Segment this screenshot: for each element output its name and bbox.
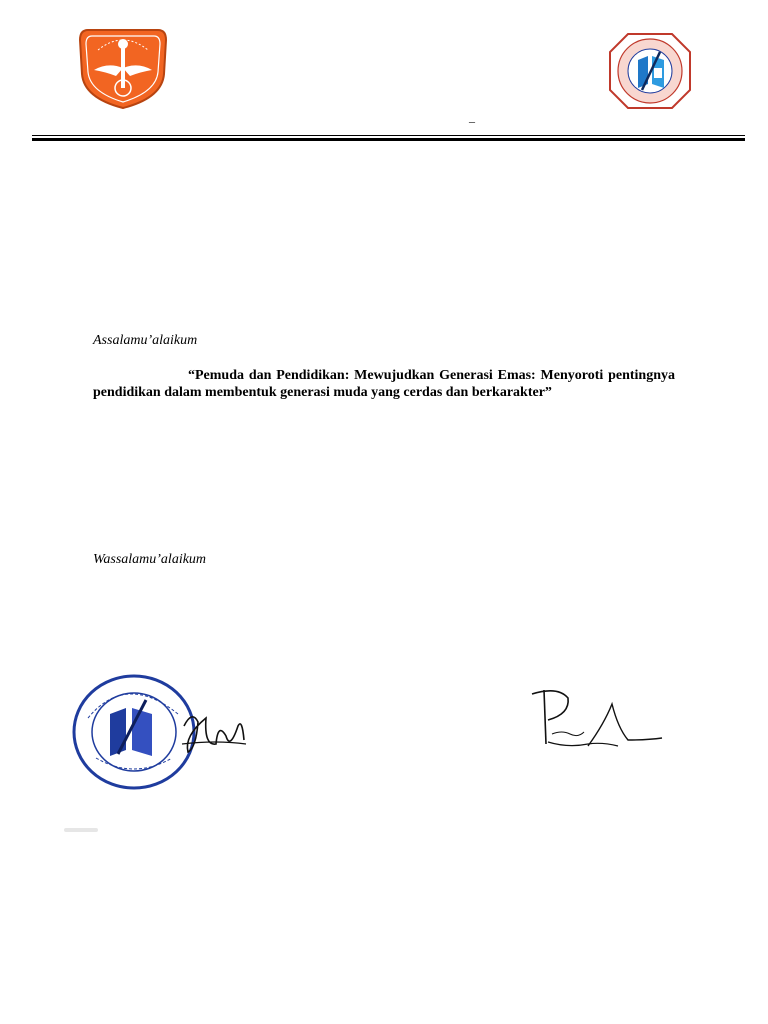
right-signature-icon [528, 684, 668, 756]
event-theme-quote: “Pemuda dan Pendidikan: Mewujudkan Generasi Emas: Menyoroti pentingnya pendidikan dalam membentuk generasi muda yang cerdas dan berkarakter” [93, 368, 675, 400]
greeting-text: Assalamu’alaikum [93, 333, 198, 348]
organization-stamp-signature [66, 652, 276, 830]
header-divider-thin [32, 135, 745, 136]
imadika-fkip-unja-logo-icon [606, 30, 694, 112]
closing-text: Wassalamu’alaikum [93, 552, 207, 567]
header-divider-thick [32, 138, 745, 141]
header-dash: _ [469, 110, 475, 124]
stamp-artifact [64, 828, 98, 832]
universitas-jambi-logo-icon [78, 24, 168, 110]
imadika-stamp-icon [66, 652, 276, 830]
